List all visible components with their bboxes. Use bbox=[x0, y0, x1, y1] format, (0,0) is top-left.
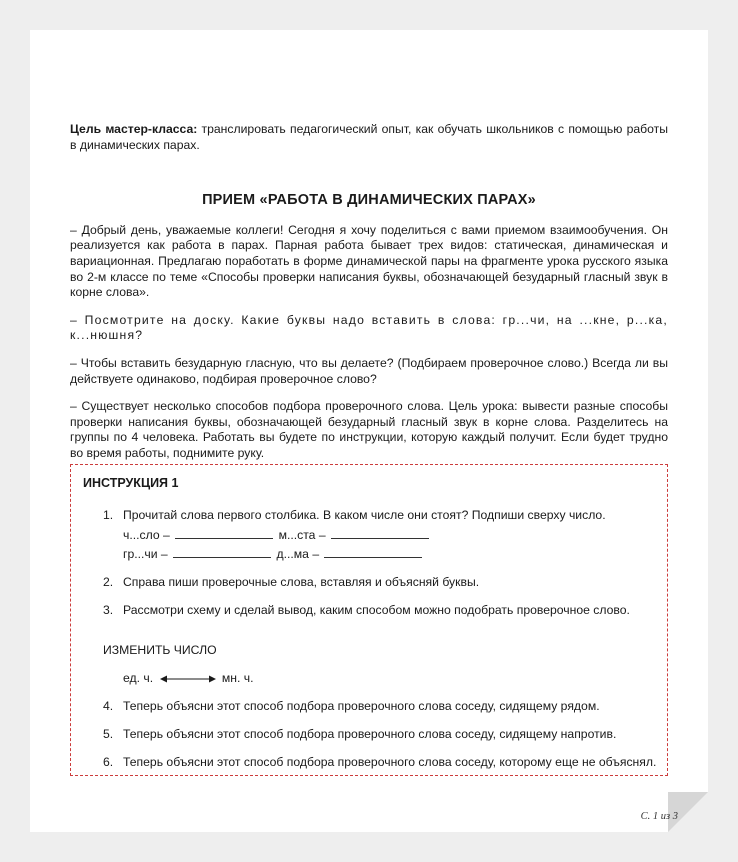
item-text: Теперь объясни этот способ подбора проверочного слова соседу, которому еще не объяснял. bbox=[123, 755, 657, 769]
goal-paragraph bbox=[70, 122, 668, 153]
paragraph-task: – Существует несколько способов подбора проверочного слова. Цель урока: вывести разные способы проверки написания буквы, обозначающей безударный гласный звук в корне слова. Разделитесь на группы по 4 человека. Работать вы будете по инструкции, которую каждый получит. Если будет трудно во время работы, поднимите руку. bbox=[70, 399, 668, 460]
paragraph-intro: – Добрый день, уважаемые коллеги! Сегодня я хочу поделиться с вами приемом взаимообучения. Он реализуется как работа в парах. Парная работа бывает трех видов: статическая, динамическая и вариационная. Предлагаю поработать в форме динамической пары на фрагменте урока русского языка во 2-м классе по теме «Способы проверки написания буквы, обозначающей безударный гласный звук в корне слова». bbox=[70, 222, 668, 300]
item-text: Справа пиши проверочные слова, вставляя и объясняй буквы. bbox=[123, 575, 480, 589]
instruction-title: ИНСТРУКЦИЯ 1 bbox=[83, 476, 179, 490]
item-number: 2. bbox=[103, 575, 114, 589]
scheme bbox=[123, 671, 254, 687]
word-1: ч...сло – bbox=[123, 528, 170, 542]
item-text: Теперь объясни этот способ подбора проверочного слова соседу, сидящему рядом. bbox=[123, 699, 600, 713]
instruction-item-2 bbox=[103, 575, 479, 591]
double-arrow-icon bbox=[160, 674, 216, 684]
answer-blank-3[interactable] bbox=[173, 548, 271, 558]
scheme-right-label: мн. ч. bbox=[221, 671, 254, 685]
page-number: С. 1 из 3 bbox=[640, 811, 678, 822]
instruction-item-5 bbox=[103, 727, 616, 743]
word-3: гр...чи – bbox=[123, 547, 168, 561]
instruction-item-4 bbox=[103, 699, 600, 715]
answer-blank-1[interactable] bbox=[175, 529, 273, 539]
instruction-item-6 bbox=[103, 755, 656, 771]
word-2: м...ста – bbox=[278, 528, 326, 542]
item-number: 6. bbox=[103, 755, 114, 769]
item-number: 3. bbox=[103, 603, 114, 617]
word-row-2 bbox=[123, 547, 424, 563]
document-page bbox=[30, 30, 708, 832]
item-number: 4. bbox=[103, 699, 114, 713]
section-heading: ПРИЕМ «РАБОТА В ДИНАМИЧЕСКИХ ПАРАХ» bbox=[202, 192, 536, 209]
paragraph-question: – Чтобы вставить безударную гласную, что вы делаете? (Подбираем проверочное слово.) Всегда ли вы действуете одинаково, подбирая проверочное слово? bbox=[70, 355, 668, 386]
word-4: д...ма – bbox=[276, 547, 320, 561]
word-row-1 bbox=[123, 528, 431, 544]
goal-label: Цель мастер-класса: bbox=[70, 122, 198, 136]
answer-blank-4[interactable] bbox=[324, 548, 422, 558]
document-body bbox=[70, 122, 668, 474]
item-text: Прочитай слова первого столбика. В каком числе они стоят? Подпиши сверху число. bbox=[123, 508, 606, 522]
item-number: 5. bbox=[103, 727, 114, 741]
goal-text: транслировать педагогический опыт, как обучать школьников с помощью работы в динамических парах. bbox=[70, 122, 669, 152]
instruction-item-3 bbox=[103, 603, 630, 619]
paragraph-board: – Посмотрите на доску. Какие буквы надо вставить в слова: гр...чи, на ...кне, р...ка, к...нюшня? bbox=[70, 312, 668, 343]
item-text: Теперь объясни этот способ подбора проверочного слова соседу, сидящему напротив. bbox=[123, 727, 617, 741]
item-text: Рассмотри схему и сделай вывод, каким способом можно подобрать проверочное слово. bbox=[123, 603, 630, 617]
instruction-item-1 bbox=[103, 508, 606, 524]
scheme-left-label: ед. ч. bbox=[123, 671, 154, 685]
scheme-heading: ИЗМЕНИТЬ ЧИСЛО bbox=[103, 643, 217, 657]
instruction-box bbox=[70, 464, 668, 776]
answer-blank-2[interactable] bbox=[331, 529, 429, 539]
item-number: 1. bbox=[103, 508, 114, 522]
